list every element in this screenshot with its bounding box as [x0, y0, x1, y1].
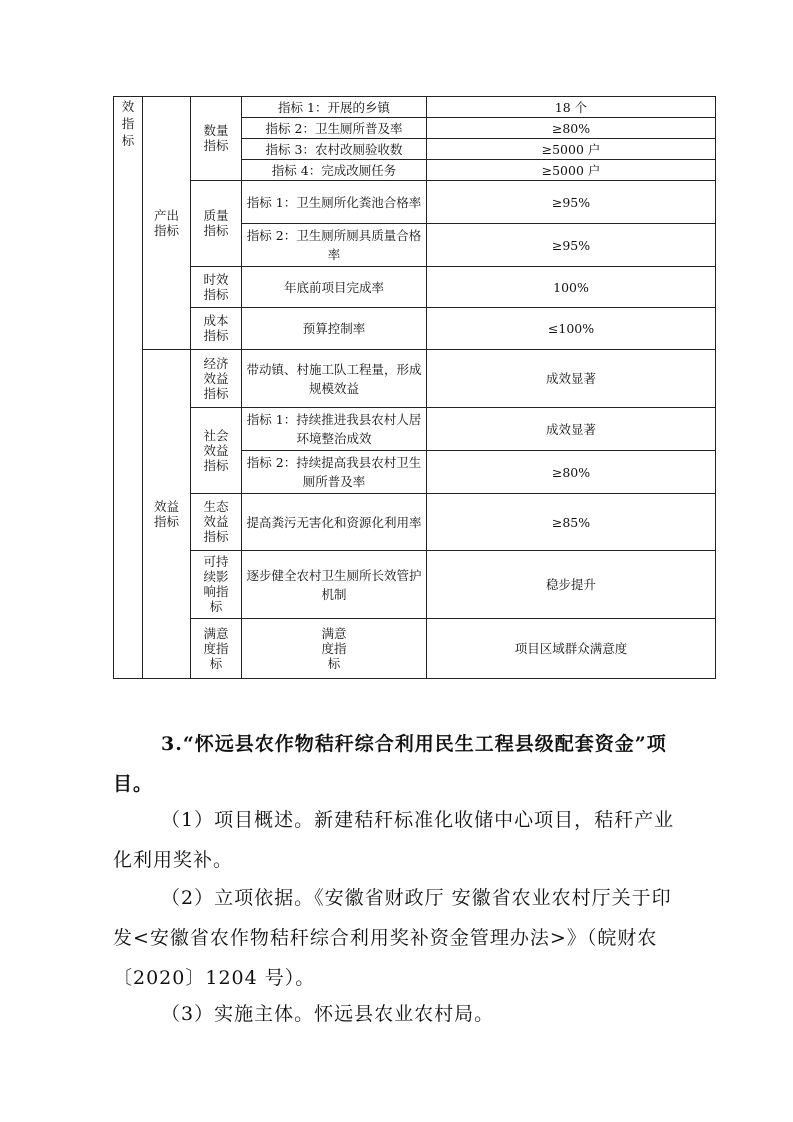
indicator-name: 提高粪污无害化和资源化利用率	[242, 494, 427, 551]
performance-indicator-table	[113, 96, 716, 679]
economic-indicator-cell: 经济效益指标	[191, 350, 242, 408]
indicator-value: ≥85%	[427, 494, 716, 551]
social-indicator-cell: 社会效益指标	[191, 408, 242, 494]
indicator-name: 指标 4：完成改厕任务	[242, 160, 427, 181]
indicator-name: 指标 2：持续提高我县农村卫生厕所普及率	[242, 451, 427, 494]
indicator-name: 预算控制率	[242, 308, 427, 350]
project-basis-paragraph: （2）立项依据。《安徽省财政厅 安徽省农业农村厅关于印发<安徽省农作物秸秆综合利用奖补资金管理办法>》（皖财农〔2020〕1204 号）。	[113, 887, 672, 989]
satisfaction-sub-indicator-cell: 满意度指标	[242, 619, 427, 679]
table-row	[114, 267, 716, 308]
indicator-value: ≥95%	[427, 181, 716, 224]
indicator-name: 指标 2：卫生厕所厕具质量合格率	[242, 224, 427, 267]
project-overview-paragraph: （1）项目概述。新建秸秆标准化收储中心项目，秸秆产业化利用奖补。	[113, 809, 675, 871]
table-row	[114, 350, 716, 408]
indicator-value: ≤100%	[427, 308, 716, 350]
section-heading: 3.“怀远县农作物秸秆综合利用民生工程县级配套资金”项目。	[113, 733, 667, 795]
benefit-indicator-cell: 效益指标	[143, 350, 191, 679]
indicator-value: ≥80%	[427, 118, 716, 139]
indicator-value: ≥5000 户	[427, 160, 716, 181]
indicator-name: 指标 2：卫生厕所普及率	[242, 118, 427, 139]
quality-indicator-cell: 质量指标	[191, 181, 242, 267]
indicator-name: 逐步健全农村卫生厕所长效管护机制	[242, 551, 427, 619]
indicator-value: ≥5000 户	[427, 139, 716, 160]
indicator-value: 稳步提升	[427, 551, 716, 619]
quantity-indicator-cell: 数量指标	[191, 97, 242, 181]
indicator-value: 18 个	[427, 97, 716, 118]
cost-indicator-cell: 成本指标	[191, 308, 242, 350]
table-row	[114, 494, 716, 551]
implementing-entity-paragraph: （3）实施主体。怀远县农业农村局。	[161, 1003, 495, 1025]
satisfaction-indicator-cell: 满意度指标	[191, 619, 242, 679]
indicator-value: ≥95%	[427, 224, 716, 267]
indicator-value: 成效显著	[427, 408, 716, 451]
table-row	[114, 551, 716, 619]
table-row	[114, 308, 716, 350]
table-row	[114, 181, 716, 224]
indicator-value: 100%	[427, 267, 716, 308]
ecological-indicator-cell: 生态效益指标	[191, 494, 242, 551]
indicator-value: ≥80%	[427, 451, 716, 494]
indicator-name: 指标 1：开展的乡镇	[242, 97, 427, 118]
indicator-name: 项目区域群众满意度	[427, 619, 716, 679]
table-row	[114, 408, 716, 451]
indicator-name: 带动镇、村施工队工程量，形成规模效益	[242, 350, 427, 408]
timeliness-indicator-cell: 时效指标	[191, 267, 242, 308]
indicator-name: 年底前项目完成率	[242, 267, 427, 308]
indicator-value: 成效显著	[427, 350, 716, 408]
table-row	[114, 97, 716, 118]
level1-indicator-cell: 效指标	[114, 97, 143, 679]
indicator-name: 指标 3：农村改厕验收数	[242, 139, 427, 160]
indicator-name: 指标 1：持续推进我县农村人居环境整治成效	[242, 408, 427, 451]
output-indicator-cell: 产出指标	[143, 97, 191, 350]
indicator-name: 指标 1：卫生厕所化粪池合格率	[242, 181, 427, 224]
sustainable-indicator-cell: 可持续影响指标	[191, 551, 242, 619]
table-row	[114, 619, 716, 679]
